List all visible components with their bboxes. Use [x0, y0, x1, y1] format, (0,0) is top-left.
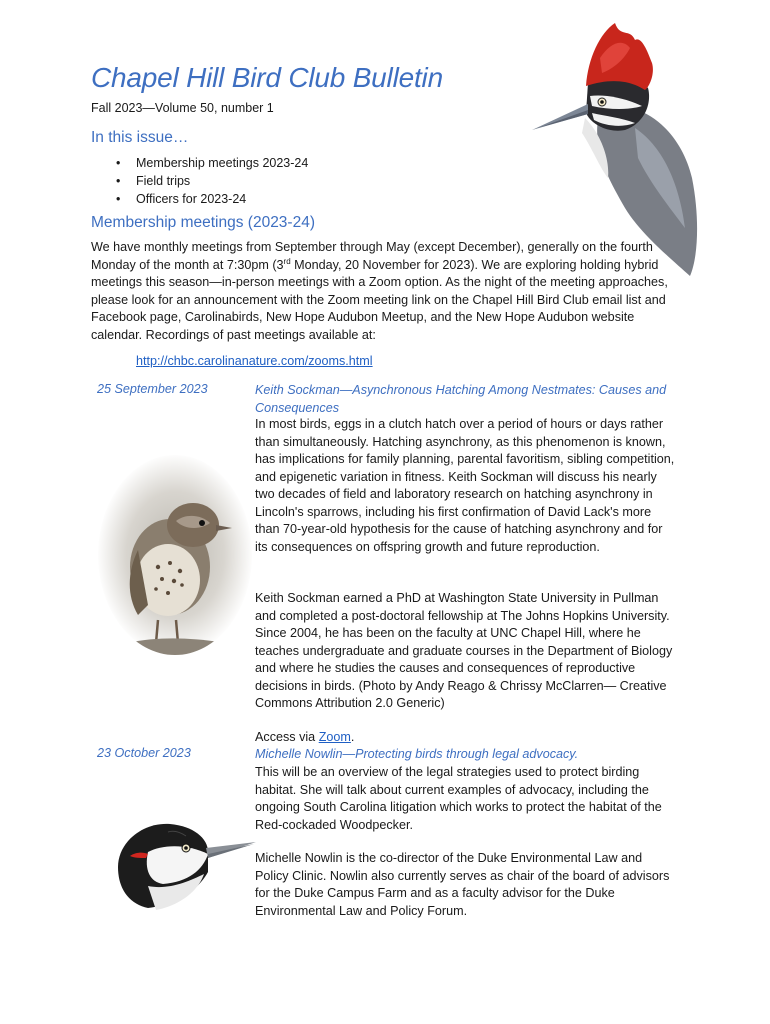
- event-title-sockman: Keith Sockman—Asynchronous Hatching Among Nestmates: Causes and Consequences: [255, 383, 667, 415]
- event-title-nowlin: Michelle Nowlin—Protecting birds through legal advocacy.: [255, 747, 579, 761]
- speaker-bio-nowlin: Michelle Nowlin is the co-director of the Duke Environmental Law and Policy Clinic. Nowlin also currently serves as chair of the board of advisors for the Duke Campus Farm and as a faculty advisor for the Duke Environmental Law and Policy Forum.: [255, 851, 670, 918]
- in-this-issue-heading: In this issue…: [91, 129, 189, 146]
- issue-contents-list: [116, 154, 308, 208]
- recordings-link[interactable]: http://chbc.carolinanature.com/zooms.html: [136, 354, 373, 368]
- list-item: • Field trips: [116, 174, 191, 188]
- lincolns-sparrow-photo: [98, 455, 252, 655]
- zoom-link[interactable]: Zoom: [318, 730, 351, 744]
- event-date-september: 25 September 2023: [97, 382, 208, 396]
- bullet-icon: •: [116, 192, 121, 206]
- zoom-access-line: Access via Zoom.: [255, 730, 355, 744]
- bulletin-title: Chapel Hill Bird Club Bulletin: [91, 62, 443, 93]
- bullet-icon: •: [116, 174, 121, 188]
- event-date-october: 23 October 2023: [97, 746, 191, 760]
- speaker-bio-sockman: Keith Sockman earned a PhD at Washington State University in Pullman and completed a post-doctoral fellowship at The Johns Hopkins University. Since 2004, he has been on the faculty at UNC Chapel Hill, where he teaches undergraduate and graduate courses in the Department of Biology and where he studies the causes and consequences of reproductive decisions in birds. (Photo by Andy Reago & Chrissy McClarren— Creative Commons Attribution 2.0 Generic): [255, 591, 673, 710]
- bullet-icon: •: [116, 156, 121, 170]
- event-description-nowlin: This will be an overview of the legal strategies used to protect birding habitat. She will talk about current examples of advocacy, including the ongoing South Carolina litigation which works to protect the habitat of the Red-cockaded Woodpecker.: [255, 765, 662, 832]
- event-description-sockman: In most birds, eggs in a clutch hatch over a period of hours or days rather than simultaneously. Hatching asynchrony, as this phenomenon is known, has implications for family planning, parental favoritism, sibling competition, and epigenetic variation in fitness. Keith Sockman will discuss his nearly two decades of field and laboratory research on hatching asynchrony in Lincoln's sparrows, including his first confirmation of David Lack's more than 70-year-old hypothesis for the cause of hatching asynchrony and for its consequences on offspring growth and future reproduction.: [255, 417, 675, 554]
- membership-meetings-heading: Membership meetings (2023-24): [91, 214, 315, 231]
- meetings-intro: We have monthly meetings from September through May (except December), generally on the fourth Monday of the month at 7:30pm (3rd Monday, 20 November for 2023). We are exploring holding hybrid meetings this season—in-person meetings with a Zoom option. As the night of the meeting approaches, please look for an announcement with the Zoom meeting link on the Chapel Hill Bird Club email list and Facebook page, Carolinabirds, New Hope Audubon Meetup, and the New Hope Audubon website calendar. Recordings of past meetings available at:: [91, 240, 668, 342]
- list-item: • Membership meetings 2023-24: [116, 156, 309, 170]
- red-cockaded-woodpecker-illustration: [108, 812, 258, 912]
- issue-subtitle: Fall 2023—Volume 50, number 1: [91, 101, 274, 115]
- list-item: • Officers for 2023-24: [116, 192, 247, 206]
